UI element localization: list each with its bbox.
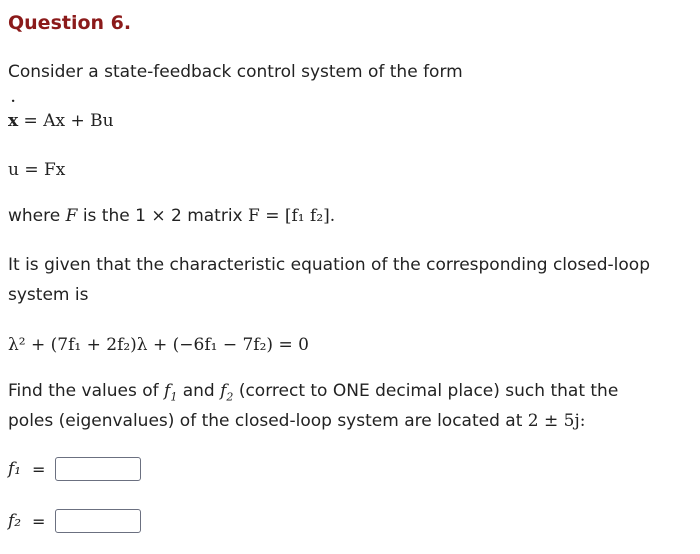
matrix-symbol: F xyxy=(65,206,78,226)
f1-label: f₁ xyxy=(8,459,22,479)
find-suffix: (correct to ONE decimal place) such that the xyxy=(238,381,619,401)
f1-input[interactable] xyxy=(55,457,141,481)
pole-locations: 2 ± 5j: xyxy=(527,411,586,431)
find-prefix: Find the values of xyxy=(8,381,159,401)
find-text-line2 xyxy=(8,406,585,436)
answer-row-f2 xyxy=(8,508,141,534)
characteristic-equation: λ² + (7f₁ + 2f₂)λ + (−6f₁ − 7f₂) = 0 xyxy=(8,335,309,355)
f2-symbol: $f_2$ xyxy=(220,381,234,404)
equals-sign: = xyxy=(32,511,46,531)
question-heading: Question 6. xyxy=(8,12,132,34)
state-equation xyxy=(8,106,114,136)
find-and: and xyxy=(182,381,215,401)
intro-text: Consider a state-feedback control system of the form xyxy=(8,62,463,82)
matrix-expression: F = [f₁ f₂]. xyxy=(248,206,336,226)
equals-sign: = xyxy=(32,459,46,479)
feedback-equation: u = Fx xyxy=(8,160,66,180)
x-dot-symbol: ˙ x xyxy=(8,106,18,136)
f2-input[interactable] xyxy=(55,509,141,533)
matrix-text-prefix: where xyxy=(8,206,61,226)
f1-symbol: $f_1$ xyxy=(164,381,178,404)
matrix-text-mid: is the 1 × 2 matrix xyxy=(82,206,243,226)
f2-label: f₂ xyxy=(8,511,22,531)
state-equation-rhs: = Ax + Bu xyxy=(23,111,114,131)
matrix-definition xyxy=(8,201,335,231)
find-line2-prefix: poles (eigenvalues) of the closed-loop system are located at xyxy=(8,411,523,431)
given-text-line1: It is given that the characteristic equation of the corresponding closed-loop xyxy=(8,255,650,275)
answer-row-f1 xyxy=(8,456,141,482)
given-text-line2: system is xyxy=(8,285,89,305)
